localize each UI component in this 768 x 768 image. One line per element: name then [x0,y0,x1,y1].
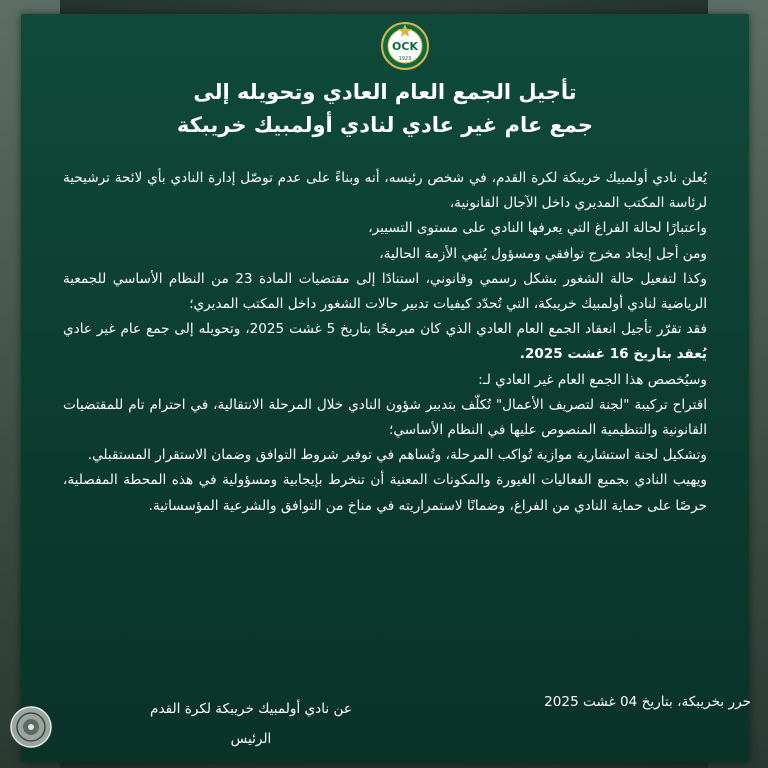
ock-club-crest-icon [381,20,429,72]
announcement-panel [21,14,749,762]
title-line-1: تأجيل الجمع العام العادي وتحويله إلى [193,80,577,104]
paragraph-2: واعتبارًا لحالة الفراغ التي يعرفها النادي على مستوى التسيير، [368,220,707,237]
crest-text: OCK [392,40,418,53]
paragraph-5: وسيُخصص هذا الجمع العام غير العادي لـ: [478,371,707,388]
signature-club: عن نادي أولمبيك خريبكة لكرة القدم [150,701,352,717]
crest-year: 1923 [398,56,412,62]
decision-text: فقد تقرّر تأجيل انعقاد الجمع العام العادي الذي كان مبرمجًا بتاريخ 5 غشت 2025، وتحويله إلى جمع عام غير عادي [63,321,707,338]
paragraph-4: وكذا لتفعيل حالة الشغور بشكل رسمي وقانوني، استنادًا إلى مقتضيات المادة 23 من النظام الأساسي للجمعية الرياضية لنادي أولمبيك خريبكة، التي تُحدّد كيفيات تدبير حالات الشغور داخل المكتب المديري؛ [63,270,707,313]
signature-block [121,694,381,754]
announcement-body [63,166,707,519]
paragraph-8: ويهيب النادي بجميع الفعاليات الغيورة والمكونات المعنية أن تنخرط بإيجابية ومسؤولية في هذه المحطة المفصلية، حرصًا على حماية النادي من الفراغ، وضمانًا لاستمراريته في مناخ من التوافق والشرعية المؤسساتية. [63,472,707,514]
title-line-2: جمع عام غير عادي لنادي أولمبيك خريبكة [176,113,594,137]
paragraph-6: اقتراح تركيبة "لجنة لتصريف الأعمال" تُكلّف بتدبير شؤون النادي خلال المرحلة الانتقالية، في احترام تام للمقتضيات القانونية والتنظيمية المنصوص عليها في النظام الأساسي؛ [63,396,707,439]
club-stamp-icon [10,706,52,748]
signature-role: الرئيس [230,731,272,747]
paragraph-7: وتشكيل لجنة استشارية موازية تُواكب المرحلة، وتُساهم في توفير شروط التوافق وضمان الاستقرار المستقبلي. [87,447,707,464]
paragraph-1: يُعلن نادي أولمبيك خريبكة لكرة القدم، في شخص رئيسه، أنه وبناءً على عدم توصّل إدارة النادي بأي لائحة ترشيحية لرئاسة المكتب المديري داخل الآجال القانونية، [63,170,707,212]
signature-date: حرر بخريبكة، بتاريخ 04 غشت 2025 [544,694,751,710]
decision-date: يُعقد بتاريخ 16 غشت 2025. [519,346,707,363]
page-title [61,76,709,142]
paragraph-3: ومن أجل إيجاد مخرج توافقي ومسؤول يُنهي الأزمة الحالية، [379,245,707,262]
decision-paragraph [63,317,707,367]
